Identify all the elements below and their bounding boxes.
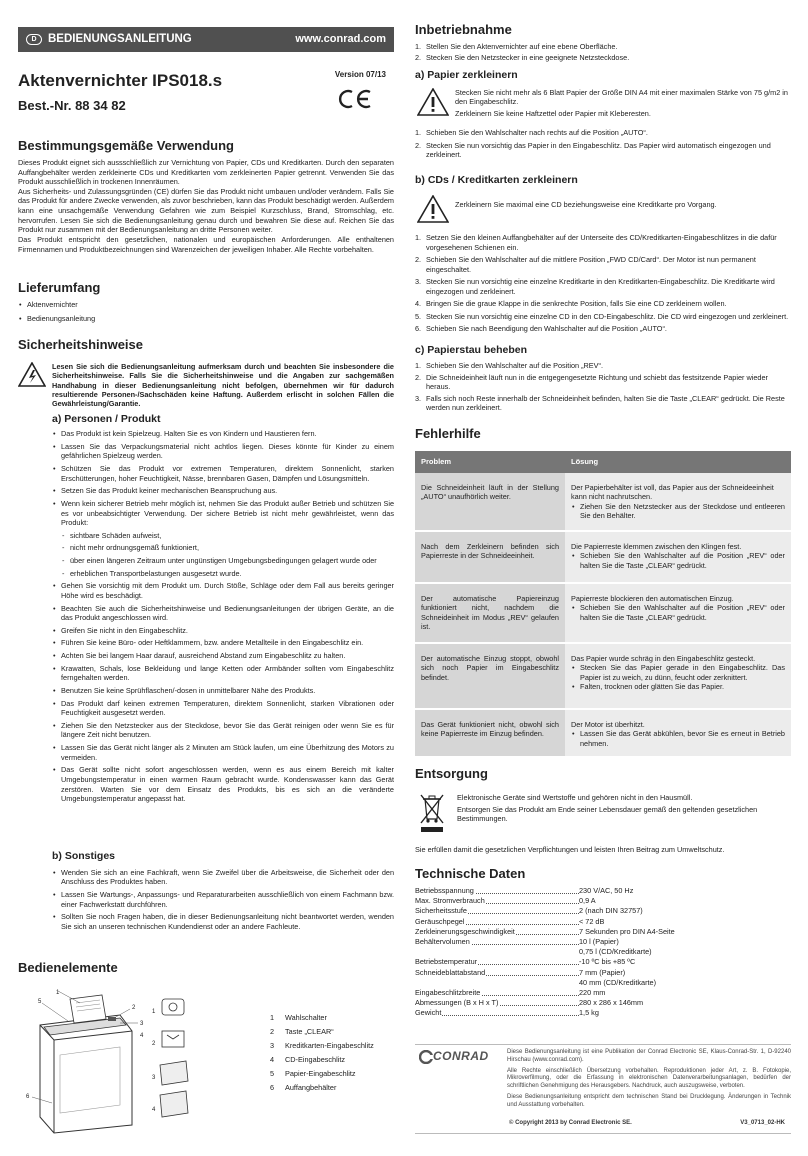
heading-lieferumfang: Lieferumfang <box>18 280 101 295</box>
heading-sicherheit: Sicherheitshinweise <box>18 337 143 352</box>
list-item: • Führen Sie keine Büro- oder Heftklammern, bzw. andere Metallteile in den Eingabeschlitz ein. <box>53 638 364 648</box>
table-header-row <box>415 451 791 473</box>
sub-item: - sichtbare Schäden aufweist, <box>62 530 162 540</box>
copyright: © Copyright 2013 by Conrad Electronic SE. <box>509 1120 632 1127</box>
table-row: Nach dem Zerkleinern befinden sich Papierreste in der Schneideeinheit. Die Papierreste klemmen zwischen den Klingen fest. • Schieben Sie den Wahlschalter auf die Position „REV“ oder halten Sie die Taste „CLEAR“ gedrückt. <box>415 531 791 583</box>
header-website[interactable]: www.conrad.com <box>295 33 386 46</box>
step-item: 3. Stecken Sie nun vorsichtig eine einzelne Kreditkarte in den Kreditkarten-Eingabeschlitz. Die Kreditkarte wird eingezogen und zerkleinert. <box>415 277 775 296</box>
table-row: Das Gerät funktioniert nicht, obwohl sich keine Papierreste im Einzug befinden. Der Motor ist überhitzt. • Lassen Sie das Gerät abkühlen, bevor Sie es erneut in Betrieb nehmen. <box>415 709 791 757</box>
spec-row: 40 mm (CD/Kreditkarte) <box>415 978 791 988</box>
list-item: • Gehen Sie vorsichtig mit dem Produkt um. Durch Stöße, Schläge oder dem Fall aus bereits geringer Höhe wird es beschädigt. <box>53 581 394 600</box>
diagram-label: 6 <box>26 1094 30 1100</box>
spec-row: Sicherheitsstufe 2 (nach DIN 32757) <box>415 906 643 916</box>
spec-list <box>415 886 791 1019</box>
sub-item: - erheblichen Transportbelastungen ausgesetzt wurde. <box>62 568 242 578</box>
list-item: • Lassen Sie das Gerät nicht länger als 2 Minuten am Stück laufen, um eine Überhitzung des Motors zu vermeiden. <box>53 743 394 762</box>
heading-bedienelemente: Bedienelemente <box>18 960 118 975</box>
table-row: Der automatische Einzug stoppt, obwohl sich noch Papier im Eingabeschlitz befindet. Das Papier wurde schräg in den Eingabeschlitz gesteckt. • Stecken Sie das Papier gerade in den Eingabeschlitz. Das Papier ist zu weich, zu dünn, feucht oder zerknittert. • Falten, trocknen oder glätten Sie das Papier. <box>415 643 791 709</box>
heading-cds: b) CDs / Kreditkarten zerkleinern <box>415 173 578 186</box>
heading-technik: Technische Daten <box>415 866 526 881</box>
step-item: 5. Stecken Sie nun vorsichtig eine einzelne CD in den CD-Eingabeschlitz. Die CD wird eingezogen und zerkleinert. <box>415 311 789 321</box>
heading-papier: a) Papier zerkleinern <box>415 68 518 81</box>
diagram-label: 4 <box>152 1107 156 1113</box>
controls-list <box>270 1013 394 1097</box>
order-number: Best.-Nr. 88 34 82 <box>18 98 126 113</box>
sub-item: - über einen längeren Zeitraum unter ungünstigen Umgebungsbedingungen gelagert wurde oder <box>62 556 377 566</box>
list-item: • Das Gerät sollte nicht sofort angeschlossen werden, wenn es aus einem Bereich mit kalter Umgebungstemperatur in einen warmen Raum gebracht wurde. Kondenswasser kann das Gerät zerstören. Warten Sie vor dem Einsatz des Produkts, bis es sich an die veränderte Umgebungstemperatur angepasst hat. <box>53 765 394 804</box>
step-item: 1. Schieben Sie den Wahlschalter nach rechts auf die Position „AUTO“. <box>415 128 648 138</box>
heading-inbetrieb: Inbetriebnahme <box>415 22 512 37</box>
spec-row: Max. Stromverbrauch 0,9 A <box>415 896 596 906</box>
step-item: 2. Stecken Sie nun vorsichtig das Papier in den Eingabeschlitz. Das Papier wird automatisch eingezogen und zerkleinert. <box>415 140 771 160</box>
control-item: 2 Taste „CLEAR“ <box>270 1026 334 1036</box>
control-item: 4 CD-Eingabeschlitz <box>270 1054 346 1064</box>
sub-item: - nicht mehr ordnungsgemäß funktioniert, <box>62 543 199 553</box>
step-item: 2. Stecken Sie den Netzstecker in eine geeignete Netzsteckdose. <box>415 53 630 63</box>
list-item: • Sollten Sie noch Fragen haben, die in dieser Bedienungsanleitung nicht beantwortet werden, wenden Sie sich an unseren technischen Kundendienst oder an andere Fachleute. <box>53 912 394 931</box>
imprint-p2: Alle Rechte einschließlich Übersetzung vorbehalten. Reproduktionen jeder Art, z. B. Fotokopie, Mikroverfilmung, oder die Erfassung in elektronischen Datenverarbeitungsanlagen, bedürfen der schriftlichen Genehmigung des Herausgebers. Nachdruck, auch auszugsweise, verboten. <box>507 1067 791 1090</box>
list-item: • Greifen Sie nicht in den Eingabeschlitz. <box>53 625 188 635</box>
spec-row: Abmessungen (B x H x T) 280 x 286 x 146mm <box>415 998 644 1008</box>
imprint-p3: Diese Bedienungsanleitung entspricht dem technischen Stand bei Drucklegung. Änderungen in Technik und Ausstattung vorbehalten. <box>507 1093 791 1108</box>
list-item: • Lassen Sie Wartungs-, Anpassungs- und Reparaturarbeiten ausschließlich von einem Fachmann bzw. einer Fachwerkstatt durchführen. <box>53 889 394 909</box>
disposal-p3: Sie erfüllen damit die gesetzlichen Verpflichtungen und leisten Ihren Beitrag zum Umweltschutz. <box>415 844 725 854</box>
troubleshooting-table <box>415 451 791 758</box>
bestimmung-p2: Aus Sicherheits- und Zulassungsgründen (CE) dürfen Sie das Produkt nicht umbauen und/oder verändern. Falls Sie das Produkt für andere Zwecke verwenden, als zuvor beschrieben, kann das Produkt beschädigt werden. Außerdem kann eine unsachgemäße Verwendung Gefahren wie zum Beispiel Kurzschluss, Brand, Stromschlag, etc. hervorrufen. Lesen Sie sich die Bedienungsanleitung genau durch und bewahren Sie diese auf. Reichen Sie das Produkt nur zusammen mit der Bedienungsanleitung an dritte Personen weiter. <box>18 186 394 235</box>
imprint-p1: Diese Bedienungsanleitung ist eine Publikation der Conrad Electronic SE, Klaus-Conrad-Str. 1, D-92240 Hirschau (www.conrad.com). <box>507 1049 791 1063</box>
diagram-label: 1 <box>56 990 60 996</box>
heading-personen: a) Personen / Produkt <box>52 412 161 425</box>
heading-entsorgung: Entsorgung <box>415 766 488 781</box>
electric-warning-icon <box>18 362 52 409</box>
step-item: 2. Schieben Sie den Wahlschalter auf die mittlere Position „FWD CD/Card“. Der Motor ist nun permanent eingeschaltet. <box>415 255 756 274</box>
step-item: 2. Die Schneideinheit läuft nun in die entgegengesetzte Richtung und schiebt das festsitzende Papier wieder heraus. <box>415 372 768 392</box>
list-item: • Bedienungsanleitung <box>19 313 96 323</box>
step-item: 1. Stellen Sie den Aktenvernichter auf eine ebene Oberfläche. <box>415 41 618 51</box>
step-item: 1. Setzen Sie den kleinen Auffangbehälter auf der Unterseite des CD/Kreditkarten-Eingabeschlitzes in die dafür vorgesehenen Schienen ein. <box>415 233 777 252</box>
spec-row: Behältervolumen 10 l (Papier) <box>415 936 619 946</box>
heading-fehlerhilfe: Fehlerhilfe <box>415 426 481 441</box>
step-item: 1. Schieben Sie den Wahlschalter auf die Position „REV“. <box>415 361 603 371</box>
list-item: • Krawatten, Schals, lose Bekleidung und lange Ketten oder Armbänder sollten vom Eingabeschlitz ferngehalten werden. <box>53 663 394 683</box>
list-item: • Ziehen Sie den Netzstecker aus der Steckdose, bevor Sie das Gerät reinigen oder wenn Sie es für längere Zeit nicht benutzen. <box>53 720 394 740</box>
list-item: • Wenden Sie sich an eine Fachkraft, wenn Sie Zweifel über die Arbeitsweise, die Sicherheit oder den Anschluss des Produktes haben. <box>53 867 394 887</box>
step-item: 4. Bringen Sie die graue Klappe in die senkrechte Position, falls Sie eine CD zerkleinern wollen. <box>415 299 727 309</box>
col-loesung: Lösung <box>565 451 791 473</box>
table-row: Der automatische Papiereinzug funktioniert nicht, nachdem die Schneideinheit im Modus „REV“ gelaufen ist. Papierreste blockieren den automatischen Einzug. • Schieben Sie den Wahlschalter auf die Position „REV“ oder halten Sie die Taste „CLEAR“ gedrückt. <box>415 583 791 643</box>
diagram-label: 4 <box>140 1033 144 1039</box>
list-item: • Das Produkt darf keinen extremen Temperaturen, direktem Sonnenlicht, starken Vibrationen oder Feuchtigkeit ausgesetzt werden. <box>53 698 394 718</box>
spec-row: Zerkleinerungsgeschwindigkeit 7 Sekunden pro DIN A4-Seite <box>415 926 675 936</box>
control-item: 5 Papier-Eingabeschlitz <box>270 1068 356 1078</box>
diagram-label: 3 <box>140 1021 144 1027</box>
col-problem: Problem <box>415 451 565 473</box>
control-item: 1 Wahlschalter <box>270 1013 327 1022</box>
diagram-label: 5 <box>38 999 42 1005</box>
product-title: Aktenvernichter IPS018.s <box>18 71 223 90</box>
safety-intro: Lesen Sie sich die Bedienungsanleitung aufmerksam durch und beachten Sie insbesondere die Sicherheitshinweise. Falls Sie die Sicherheitshinweise und die Angaben zur sachgemäßen Handhabung in dieser Bedienungsanleitung nicht befolgen, übernehmen wir für dadurch resultierende Personen-/Sachschäden keine Haftung. Außerdem erlischt in solchen Fällen die Gewährleistung/Garantie. <box>52 361 394 409</box>
diagram-label: 2 <box>132 1005 136 1011</box>
warning-icon <box>415 195 455 223</box>
list-item: • Schützen Sie das Produkt vor extremen Temperaturen, direktem Sonnenlicht, starken Erschütterungen, hoher Feuchtigkeit, Nässe, brennbaren Gasen, Dämpfen und Lösungsmitteln. <box>53 464 394 483</box>
ce-mark <box>338 89 378 111</box>
list-item: • Beachten Sie auch die Sicherheitshinweise und Bedienungsanleitungen der übrigen Geräte, an die das Produkt angeschlossen wird. <box>53 603 394 623</box>
step-item: 6. Schieben Sie nach Beendigung den Wahlschalter auf die Position „AUTO“. <box>415 324 667 334</box>
diagram-label: 3 <box>152 1075 156 1081</box>
conrad-logo: CONRAD <box>419 1049 507 1065</box>
list-item: • Aktenvernichter <box>19 299 78 309</box>
spec-row: Betriebsspannung 230 V/AC, 50 Hz <box>415 885 634 895</box>
safety-list-a <box>18 429 394 804</box>
header-title: BEDIENUNGSANLEITUNG <box>48 33 192 46</box>
table-row: Die Schneideinheit läuft in der Stellung „AUTO“ unaufhörlich weiter. Der Papierbehälter ist voll, das Papier aus der Schneideeinheit kann nicht nachrutschen. • Ziehen Sie den Netzstecker aus der Steckdose und entleeren Sie den Behälter. <box>415 473 791 531</box>
list-item: • Achten Sie bei langem Haar darauf, ausreichend Abstand zum Eingabeschlitz zu halten. <box>53 651 346 661</box>
disposal-p2: Entsorgen Sie das Produkt am Ende seiner Lebensdauer gemäß den geltenden gesetzlichen Bestimmungen. <box>457 804 758 824</box>
spec-row: Betriebstemperatur -10 ºC bis +85 ºC <box>415 957 636 967</box>
weee-bin-icon <box>415 793 457 833</box>
list-item: • Das Produkt ist kein Spielzeug. Halten Sie es von Kindern und Haustieren fern. <box>53 429 317 439</box>
cd-note: Zerkleinern Sie maximal eine CD beziehungsweise eine Kreditkarte pro Vorgang. <box>455 200 717 210</box>
list-item: • Wenn kein sicherer Betrieb mehr möglich ist, nehmen Sie das Produkt außer Betrieb und schützen Sie es vor unbeabsichtigter Verwendung. Der sichere Betrieb ist nicht mehr gewährleistet, wenn das Produkt: <box>53 498 394 528</box>
paper-note-1: Stecken Sie nicht mehr als 6 Blatt Papier der Größe DIN A4 mit einer maximalen Stärke von 75 g/m2 in den Eingabeschlitz. <box>455 87 788 107</box>
spec-row: Eingabeschlitzbreite 220 mm <box>415 987 606 997</box>
heading-bestimmung: Bestimmungsgemäße Verwendung <box>18 138 234 153</box>
diagram-label: 1 <box>152 1009 156 1015</box>
control-item: 6 Auffangbehälter <box>270 1082 337 1092</box>
safety-list-b <box>52 868 394 932</box>
list-item: • Lassen Sie das Verpackungsmaterial nicht achtlos liegen. Dieses könnte für Kinder zu einem gefährlichen Spielzeug werden. <box>53 441 394 461</box>
bestimmung-p1: Dieses Produkt eignet sich aussschließlich zur Vernichtung von Papier, CDs und Kreditkarten. Durch den separaten Auffangbehälter werden zerkleinerte CDs und Kreditkarten vom zerkleinerten Papier getrennt. Verwenden Sie das Produkt ausschließlich in trockenen Innenräumen. <box>18 157 394 187</box>
list-item: • Setzen Sie das Produkt keiner mechanischen Beanspruchung aus. <box>53 486 278 496</box>
disposal-p1: Elektronische Geräte sind Wertstoffe und gehören nicht in den Hausmüll. <box>457 792 693 802</box>
control-item: 3 Kreditkarten-Eingabeschlitz <box>270 1040 374 1050</box>
header-bar <box>18 27 394 52</box>
version-label: Version 07/13 <box>334 70 386 79</box>
spec-row: Gewicht 1,5 kg <box>415 1008 599 1018</box>
list-item: • Benutzen Sie keine Sprühflaschen/-dosen in unmittelbarer Nähe des Produkts. <box>53 685 316 695</box>
heading-papierstau: c) Papierstau beheben <box>415 343 528 356</box>
heading-sonstiges: b) Sonstiges <box>52 850 116 862</box>
warning-icon <box>415 88 455 119</box>
step-item: 3. Falls sich noch Reste innerhalb der Schneideinheit befinden, halten Sie die Taste „CLEAR“ gedrückt. Die Reste werden nun zerkleinert. <box>415 393 785 413</box>
paper-note-2: Zerkleinern Sie keine Haftzettel oder Papier mit Kleberesten. <box>455 108 651 118</box>
doc-code: V3_0713_02-HK <box>740 1120 785 1127</box>
imprint-box <box>415 1044 791 1134</box>
country-badge: D <box>26 34 42 45</box>
diagram-label: 2 <box>152 1041 156 1047</box>
spec-row: 0,75 l (CD/Kreditkarte) <box>415 947 791 957</box>
spec-row: Schneideblattabstand 7 mm (Papier) <box>415 967 626 977</box>
bestimmung-p3: Das Produkt entspricht den gesetzlichen, nationalen und europäischen Anforderungen. Alle enthaltenen Firmennamen und Produktbezeichnungen sind Warenzeichen der jeweiligen Inhaber. Alle Rechte vorbehalten. <box>18 234 394 254</box>
spec-row: Geräuschpegel < 72 dB <box>415 916 605 926</box>
shredder-diagram <box>20 985 230 1140</box>
